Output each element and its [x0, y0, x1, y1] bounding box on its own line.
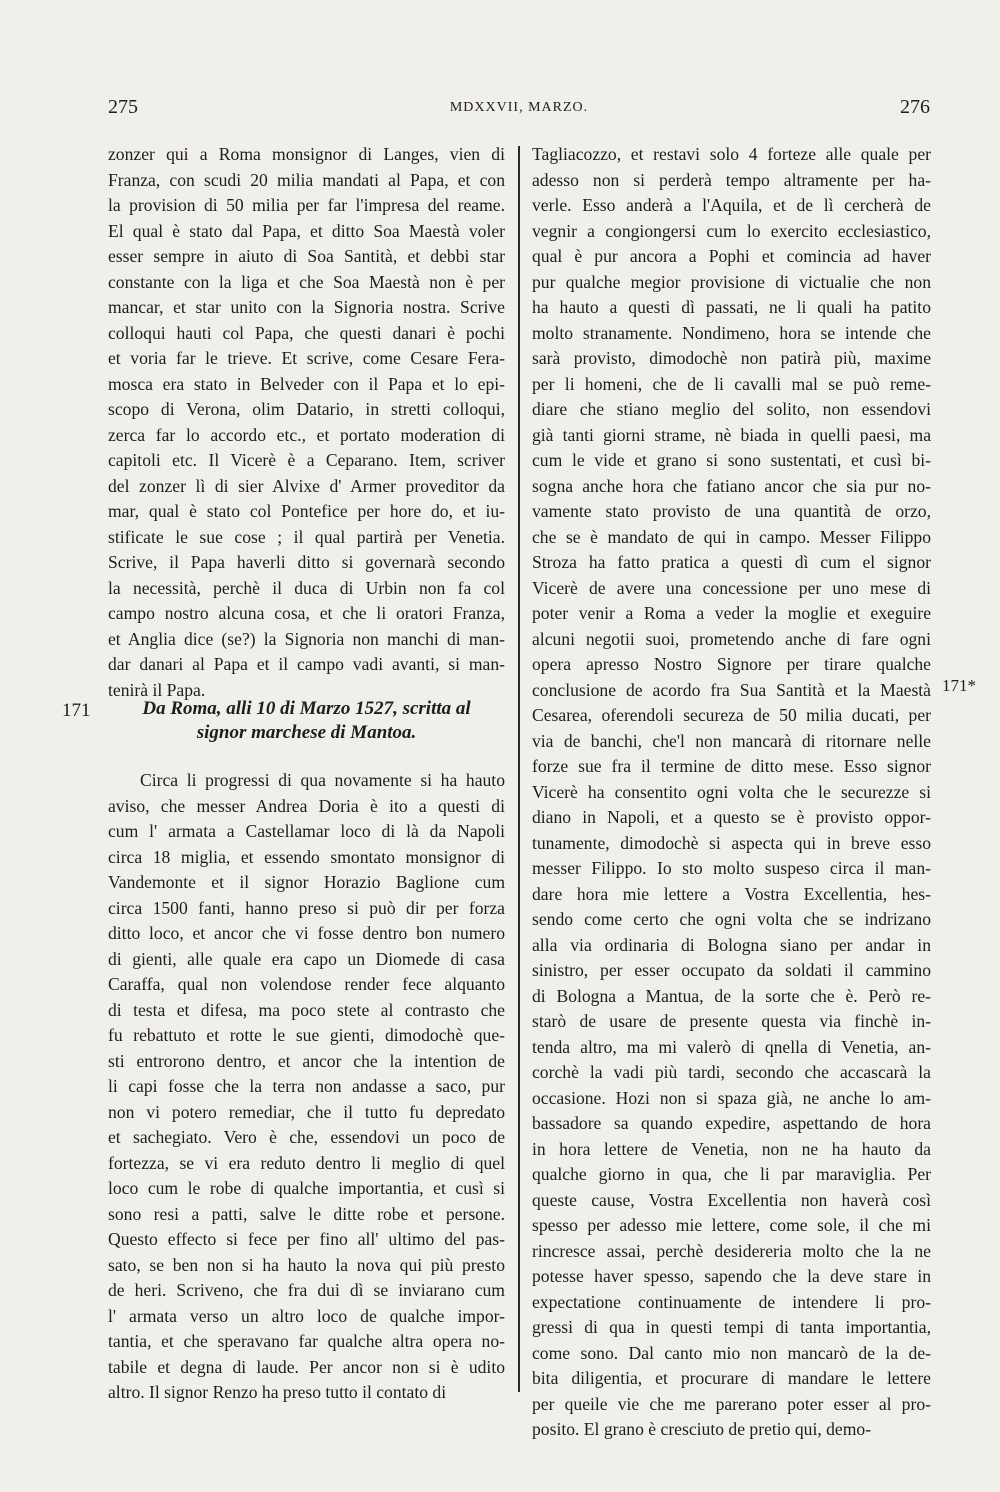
- text-line: esser sempre in aiuto di Soa Santità, et debbi star: [108, 246, 505, 266]
- text-line: non vi potero remediar, che il tutto fu depredato: [108, 1101, 505, 1122]
- text-line: Vandemonte et il signor Horazio Baglione cum: [108, 872, 505, 892]
- text-line: sarà provisto, dimodochè non patirà più, maxime: [532, 348, 931, 368]
- text-line: et sachegiato. Vero è che, essendovi un poco de: [108, 1127, 505, 1147]
- text-line: la provision di 50 milia per far l'impresa del reame.: [108, 195, 505, 215]
- running-title: MDXXVII, MARZO.: [449, 100, 589, 115]
- text-line: altro. Il signor Renzo ha preso tutto il contato di: [108, 1382, 447, 1402]
- text-line: de heri. Scriveno, che fra dui dì se inviarano cum: [108, 1280, 505, 1300]
- text-line: sti entrorono dentro, et ancor che la intention de: [108, 1050, 505, 1071]
- text-line: El qual è stato dal Papa, et ditto Soa Maestà voler: [108, 220, 505, 241]
- text-line: conclusione de acordo fra Sua Santità et la Maestà: [532, 679, 931, 700]
- text-line: campo nostro alcuna cosa, et che li oratori Franza,: [108, 603, 505, 623]
- text-line: et Anglia dice (se?) la Signoria non manchi di man-: [108, 628, 505, 649]
- text-line: sendo come certo che ogni volta che se indrizano: [532, 909, 931, 929]
- text-line: ditto loco, et ancor che vi fosse dentro bon numero: [108, 923, 505, 943]
- text-line: Questo effecto si fece per fino all' ultimo del pas-: [108, 1229, 505, 1249]
- left-column-upper: [108, 142, 505, 703]
- letter-heading: [108, 697, 505, 745]
- text-line: opera apresso Nostro Signore per tirare qualche: [532, 654, 931, 674]
- text-line: expectatione continuamente de intendere li pro-: [532, 1291, 931, 1312]
- text-line: bassadore sa quando expedire, aspettando de hora: [532, 1113, 931, 1133]
- text-line: gressi di qua in questi tempi di tanta importantia,: [532, 1317, 931, 1337]
- text-line: in hora lettere de Venetia, non ne ha hauto da: [532, 1138, 931, 1159]
- text-line: tenda altro, ma mi valerò di qnella di Venetia, an-: [532, 1036, 931, 1057]
- text-line: sato, se ben non si ha hauto la nova qui più presto: [108, 1254, 505, 1275]
- letter-heading-line-1: Da Roma, alli 10 di Marzo 1527, scritta al: [142, 698, 471, 719]
- text-line: Tagliacozzo, et restavi solo 4 forteze alle quale per: [532, 144, 931, 164]
- right-page-number: 276: [900, 96, 930, 118]
- text-line: del zonzer lì di sier Alvixe d' Armer proveditor da: [108, 475, 505, 496]
- text-line: constante con la liga et che Soa Maestà non è per: [108, 271, 505, 292]
- text-line: via de banchi, che'l non mancarà di ritornare nelle: [532, 730, 931, 751]
- text-line: bita diligentia, et procurare di mandare le lettere: [532, 1368, 931, 1388]
- text-line: colloqui hauti col Papa, che questi danari è pochi: [108, 322, 505, 343]
- text-line: vegnir a congiongersi cum lo exercito ecclesiastico,: [532, 220, 931, 241]
- text-line: diare che stiano meglio del solito, non essendovi: [532, 399, 931, 419]
- text-line: ha hauto a questi dì passati, ne li quali ha patito: [532, 297, 931, 317]
- text-line: come sono. Dal canto mio non mancarò de la de-: [532, 1342, 931, 1363]
- text-line: alcuni negotii suoi, prometendo anche di fare ogni: [532, 628, 931, 649]
- text-line: per li homeni, che de li cavalli mal se può reme-: [532, 373, 931, 394]
- text-line: sono resi a patti, salve le ditte robe et persone.: [108, 1203, 505, 1224]
- text-line: tabile et degna di laude. Per ancor non si è udito: [108, 1356, 505, 1377]
- text-line: occasione. Hozi non si spaza già, ne anche lo am-: [532, 1087, 931, 1108]
- text-line: aviso, che messer Andrea Doria è ito a questi di: [108, 795, 505, 816]
- text-line: Vicerè de avere una concessione per uno mese di: [532, 577, 931, 598]
- text-line: tantia, et che speravano far qualche altra opera no-: [108, 1331, 505, 1351]
- text-line: messer Filippo. Io sto molto suspeso circa il man-: [532, 858, 931, 878]
- text-line: stificate le sue cose ; il qual partirà per Venetia.: [108, 526, 505, 547]
- text-line: capitoli etc. Il Vicerè è a Ceparano. Item, scriver: [108, 450, 505, 470]
- text-line: forze sue fra il termine de ditto mese. Esso signor: [532, 756, 931, 776]
- text-line: circa 1500 fanti, hanno preso si può dir per forza: [108, 897, 505, 918]
- text-line: zerca far lo accordo etc., et portato moderation di: [108, 424, 505, 445]
- text-line: qual è pur ancora a Pophi et comincia ad haver: [532, 246, 931, 266]
- text-line: già tanti giorni strame, nè biada in quelli paesi, ma: [532, 424, 931, 445]
- text-line: la necessità, perchè il duca di Urbin non fa col: [108, 577, 505, 598]
- text-line: circa 18 miglia, et essendo smontato monsignor di: [108, 846, 505, 867]
- text-line: molto stranamente. Nondimeno, hora se intende che: [532, 322, 931, 343]
- text-line: Circa li progressi di qua novamente si ha hauto: [140, 770, 505, 790]
- text-line: diano in Napoli, et a questo se è provisto oppor-: [532, 807, 931, 827]
- text-line: sinistro, per esser occupato da soldati il cammino: [532, 960, 931, 980]
- text-line: fu rebattuto et rotte le sue gienti, dimodochè que-: [108, 1025, 505, 1045]
- text-line: di gienti, alle quale era capo un Diomede di casa: [108, 948, 505, 969]
- text-line: vamente stato provisto de una quantità de orzo,: [532, 501, 931, 521]
- text-line: tenirà il Papa.: [108, 679, 206, 700]
- left-page-number: 275: [108, 96, 138, 118]
- column-divider: [518, 146, 520, 1392]
- text-line: poter venir a Roma a veder la moglie et exeguire: [532, 603, 931, 623]
- text-line: Cesarea, oferendoli secureza de 50 milia ducati, per: [532, 705, 931, 725]
- text-line: pur qualche megior provisione di victualie che non: [532, 271, 931, 292]
- text-line: l' armata verso un altro loco de qualche impor-: [108, 1305, 505, 1326]
- text-line: di Bologna a Mantua, de la sorte che è. Però re-: [532, 985, 931, 1006]
- text-line: dare hora mie lettere a Vostra Excellentia, hes-: [532, 883, 931, 904]
- text-line: Scrive, il Papa haverli ditto si governarà secondo: [108, 552, 505, 572]
- text-line: dar danari al Papa et il campo vadi avanti, si man-: [108, 654, 505, 674]
- text-line: verle. Esso anderà a l'Aquila, et de lì cercherà de: [532, 195, 931, 215]
- text-line: Franza, con scudi 20 milia mandati al Papa, et con: [108, 169, 505, 190]
- text-line: che se è mandato de qui in campo. Messer Filippo: [532, 526, 931, 547]
- letter-margin-number: 171: [62, 700, 91, 721]
- text-line: mosca era stato in Belveder con il Papa et lo epi-: [108, 373, 505, 394]
- text-line: spesso per adesso mie lettere, come sole, il che mi: [532, 1215, 931, 1235]
- text-line: alla via ordinaria di Bologna siano per andar in: [532, 934, 931, 955]
- text-line: mancar, et star unito con la Signoria nostra. Scrive: [108, 297, 505, 317]
- text-line: zonzer qui a Roma monsignor di Langes, vien di: [108, 144, 505, 164]
- text-line: li capi fosse che la terra non andasse a saco, pur: [108, 1076, 505, 1096]
- text-line: Stroza ha fatto pratica a questi dì cum el signor: [532, 552, 931, 572]
- text-line: Vicerè ha consentito ogni volta che le securezze si: [532, 781, 931, 802]
- text-line: cum l' armata a Castellamar loco di là da Napoli: [108, 821, 505, 841]
- text-line: di testa et difesa, ma poco stete al contrasto che: [108, 999, 505, 1020]
- text-line: et voria far le trieve. Et scrive, come Cesare Fera-: [108, 348, 505, 368]
- text-line: tunamente, dimodochè si aspecta qui in breve esso: [532, 832, 931, 853]
- page-header: [108, 96, 930, 126]
- text-line: starò de usare de presente questa via finchè in-: [532, 1011, 931, 1031]
- text-line: cum le vide et grano si sono sustentati, et cusì bi-: [532, 450, 931, 470]
- text-line: potesse haver spesso, sapendo che la deve stare in: [532, 1266, 931, 1286]
- left-column-lower: [108, 768, 505, 1406]
- text-line: corchè la vadi più tardi, secondo che accascarà la: [532, 1062, 931, 1082]
- right-margin-number: 171*: [942, 676, 976, 695]
- text-line: fortezza, se vi era reduto dentro li meglio di quel: [108, 1152, 505, 1173]
- text-line: rincresce assai, perchè desidereria molto che la ne: [532, 1240, 931, 1261]
- text-line: mar, qual è stato col Pontefice per hore do, et iu-: [108, 501, 505, 521]
- text-line: qualche giorno in qua, che li par maraviglia. Per: [532, 1164, 931, 1184]
- text-line: per queile vie che me parerano poter esser al pro-: [532, 1393, 931, 1414]
- letter-heading-line-2: signor marchese di Mantoa.: [196, 722, 417, 743]
- right-column: [532, 142, 931, 1443]
- text-line: Caraffa, qual non volendose render fece alquanto: [108, 974, 505, 994]
- text-line: adesso non si perderà tempo altramente per ha-: [532, 169, 931, 190]
- text-line: loco cum le robe di qualche importantia, et cusì si: [108, 1178, 505, 1198]
- text-line: posito. El grano è cresciuto de pretio qui, demo-: [532, 1419, 872, 1439]
- text-line: scopo di Verona, olim Datario, in stretti colloqui,: [108, 399, 505, 419]
- text-line: queste cause, Vostra Excellentia non haverà così: [532, 1189, 931, 1210]
- text-line: sogna anche hora che fatiano ancor che sia pur no-: [532, 475, 931, 496]
